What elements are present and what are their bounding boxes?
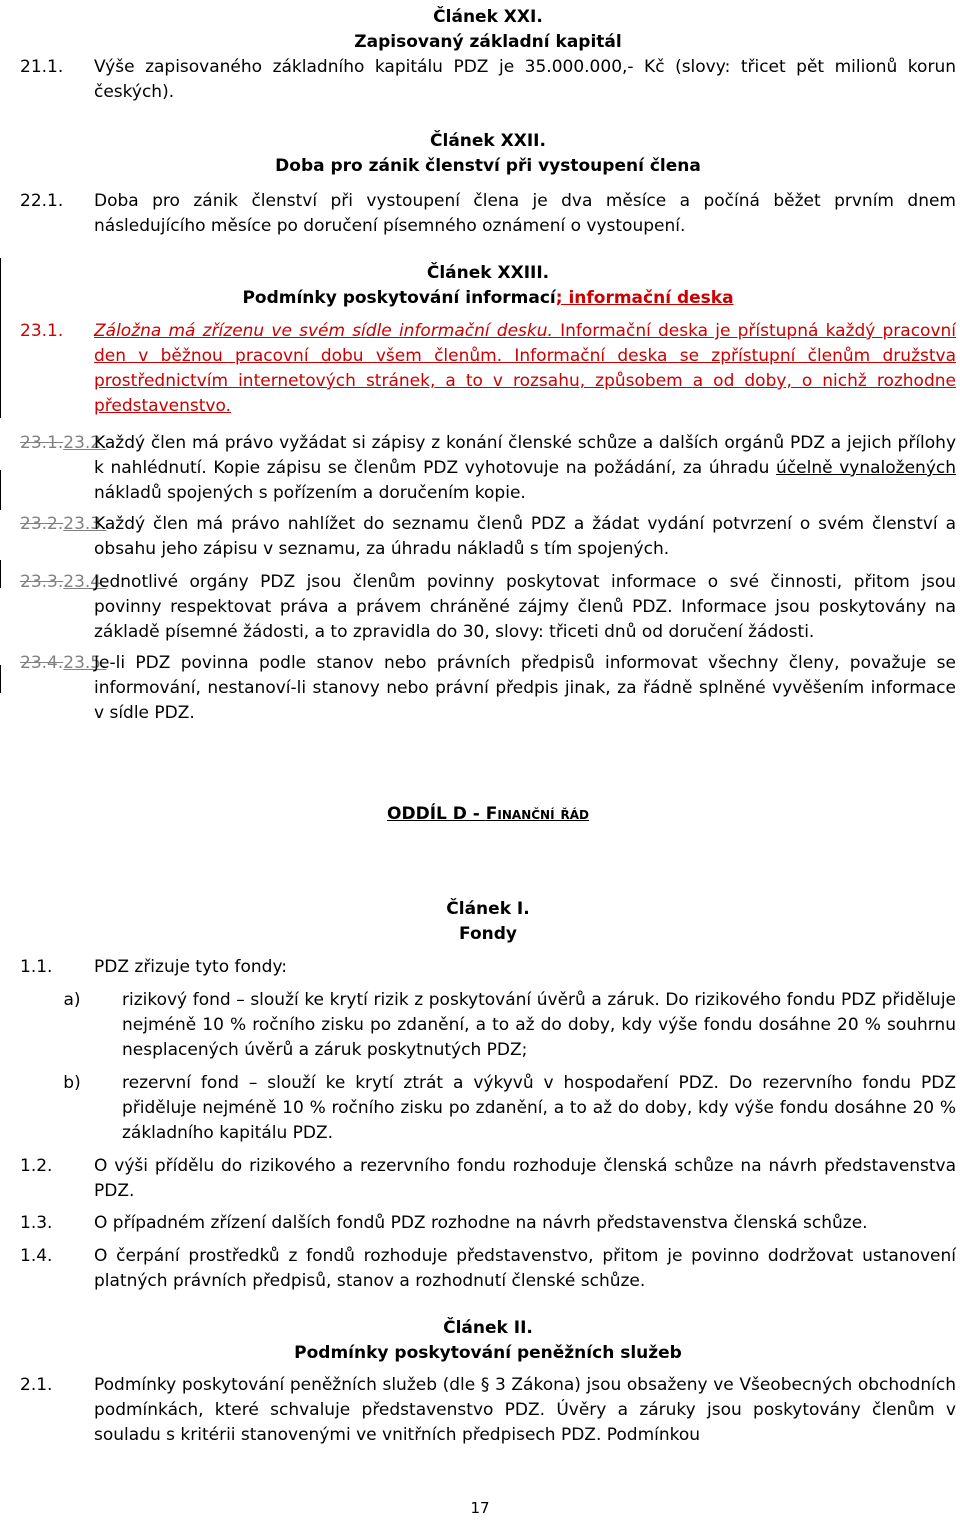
deleted-number: 23.3.	[20, 572, 64, 592]
paragraph	[20, 431, 956, 506]
article-heading: Článek XXII.	[430, 131, 546, 151]
paragraph	[20, 319, 956, 419]
paragraph-text: Je-li PDZ povinna podle stanov nebo právních předpisů informovat všechny členy, považuje se informování, nestanoví-li stanovy nebo právní předpis jinak, za řádně splněné vyvěšením informace v sídle PDZ.	[94, 653, 956, 723]
paragraph-text	[94, 319, 956, 419]
list-item	[20, 988, 956, 1063]
list-text: rezervní fond – slouží ke krytí ztrát a výkyvů v hospodaření PDZ. Do rezervního fondu PDZ přiděluje nejméně 10 % ročního zisku po zdanění, a to až do doby, kdy výše fondu dosáhne 20 % základního kapitálu PDZ.	[122, 1073, 956, 1143]
list-letter: a)	[63, 990, 81, 1010]
paragraph	[20, 189, 956, 239]
section-name: Finanční řád	[485, 804, 589, 824]
paragraph-text: Jednotlivé orgány PDZ jsou členům povinny poskytovat informace o své činnosti, přitom jsou povinny respektovat práva a právem chráněné zájmy členů PDZ. Informace jsou poskytovány na základě písemné žádosti, a to zpravidla do 30, slovy: třiceti dnů od doručení žádosti.	[94, 572, 956, 642]
italic-text: Záložna má zřízenu ve svém sídle informační desku.	[94, 321, 553, 341]
paragraph-number: 23.1.	[20, 321, 64, 341]
document-page	[20, 0, 956, 1519]
paragraph	[20, 1211, 956, 1236]
paragraph-text: O čerpání prostředků z fondů rozhoduje představenstvo, přitom je povinno dodržovat ustanovení platných právních předpisů, stanov a rozhodnutí členské schůze.	[94, 1246, 956, 1291]
article-heading: Článek II.	[443, 1318, 533, 1338]
deleted-number: 23.1.	[20, 433, 64, 453]
article-title: Zapisovaný základní kapitál	[354, 32, 622, 52]
paragraph-text: O případném zřízení dalších fondů PDZ rozhodne na návrh představenstva členská schůze.	[94, 1213, 868, 1233]
paragraph-text: Podmínky poskytování peněžních služeb (dle § 3 Zákona) jsou obsaženy ve Všeobecných obchodních podmínkách, které schvaluje představenstvo PDZ. Úvěry a záruky jsou poskytovány členům v souladu s kritérii stanovenými ve vnitřních předpisech PDZ. Podmínkou	[94, 1375, 956, 1445]
list-text: rizikový fond – slouží ke krytí rizik z poskytování úvěrů a záruk. Do rizikového fondu PDZ přiděluje nejméně 10 % ročního zisku po zdanění, a to až do doby, kdy výše fondu dosáhne 20 % souhrnu nesplacených úvěrů a záruk poskytnutých PDZ;	[122, 990, 956, 1060]
paragraph-text: Výše zapisovaného základního kapitálu PDZ je 35.000.000,- Kč (slovy: třicet pět milionů korun českých).	[94, 57, 956, 102]
article-heading: Článek XXIII.	[426, 263, 550, 283]
section-prefix: ODDÍL D -	[387, 804, 486, 824]
title-insert: ; informační deska	[555, 288, 734, 308]
paragraph	[20, 1373, 956, 1448]
article-23	[20, 261, 956, 726]
title-main: Podmínky poskytování informací	[242, 288, 556, 308]
paragraph	[20, 1244, 956, 1294]
paragraph-text: Doba pro zánik členství při vystoupení člena je dva měsíce a počíná běžet prvním dnem následujícího měsíce po doručení písemného oznámení o vystoupení.	[94, 191, 956, 236]
paragraph	[20, 570, 956, 645]
inserted-number: 23.2.	[63, 433, 107, 453]
paragraph-text: PDZ zřizuje tyto fondy:	[94, 957, 288, 977]
paragraph-text	[94, 431, 956, 506]
page-number: 17	[470, 1499, 490, 1517]
paragraph-number	[20, 651, 107, 726]
paragraph-number	[20, 512, 107, 562]
paragraph-number: 2.1.	[20, 1375, 53, 1395]
article-title	[20, 286, 956, 311]
paragraph-number: 22.1.	[20, 191, 64, 211]
paragraph-number: 1.2.	[20, 1156, 53, 1176]
article-heading: Článek I.	[446, 899, 530, 919]
article-title: Podmínky poskytování peněžních služeb	[294, 1343, 682, 1363]
paragraph	[20, 1154, 956, 1204]
change-bar	[0, 665, 1, 693]
paragraph	[20, 512, 956, 562]
article-2	[20, 1316, 956, 1448]
paragraph-number	[20, 570, 107, 645]
paragraph-number	[20, 431, 107, 506]
paragraph	[20, 55, 956, 105]
change-bar	[0, 470, 1, 510]
paragraph	[20, 651, 956, 726]
paragraph	[20, 955, 956, 980]
deleted-number: 23.4.	[20, 653, 64, 673]
text-rest: Informační deska je přístupná každý pracovní den v běžnou pracovní dobu všem členům. Informační deska se zpřístupní členům družstva prostřednictvím internetových stránek, a to v rozsahu, způsobem a od doby, o nichž rozhodne představenstvo.	[94, 321, 956, 416]
paragraph-number: 21.1.	[20, 57, 64, 77]
deleted-number: 23.2.	[20, 514, 64, 534]
article-21	[20, 5, 956, 105]
article-title: Doba pro zánik členství při vystoupení člena	[275, 156, 701, 176]
inserted-number: 23.3.	[63, 514, 107, 534]
article-22	[20, 129, 956, 239]
paragraph-text: Každý člen má právo nahlížet do seznamu členů PDZ a žádat vydání potvrzení o svém členství a obsahu jeho zápisu v seznamu, za úhradu nákladů s tím spojených.	[94, 514, 956, 559]
inserted-number: 23.5.	[63, 653, 107, 673]
paragraph-number: 1.1.	[20, 957, 53, 977]
text-b: nákladů spojených s pořízením a doručením kopie.	[94, 483, 526, 503]
paragraph-text: O výši přídělu do rizikového a rezervního fondu rozhoduje členská schůze na návrh představenstva PDZ.	[94, 1156, 956, 1201]
change-bar	[0, 258, 1, 418]
paragraph-number: 1.3.	[20, 1213, 53, 1233]
list-letter: b)	[63, 1073, 81, 1093]
article-title: Fondy	[459, 924, 517, 944]
change-bar	[0, 560, 1, 588]
article-1	[20, 897, 956, 1294]
list-item	[20, 1071, 956, 1146]
inserted-text: účelně vynaložených	[776, 458, 957, 478]
paragraph-number: 1.4.	[20, 1246, 53, 1266]
article-heading: Článek XXI.	[433, 7, 543, 27]
text-a: Každý člen má právo vyžádat si zápisy z konání členské schůze a dalších orgánů PDZ a jejich přílohy k nahlédnutí. Kopie zápisu se členům PDZ vyhotovuje na požádání, za úhradu	[94, 433, 956, 478]
inserted-number: 23.4.	[63, 572, 107, 592]
section-title	[20, 802, 956, 827]
